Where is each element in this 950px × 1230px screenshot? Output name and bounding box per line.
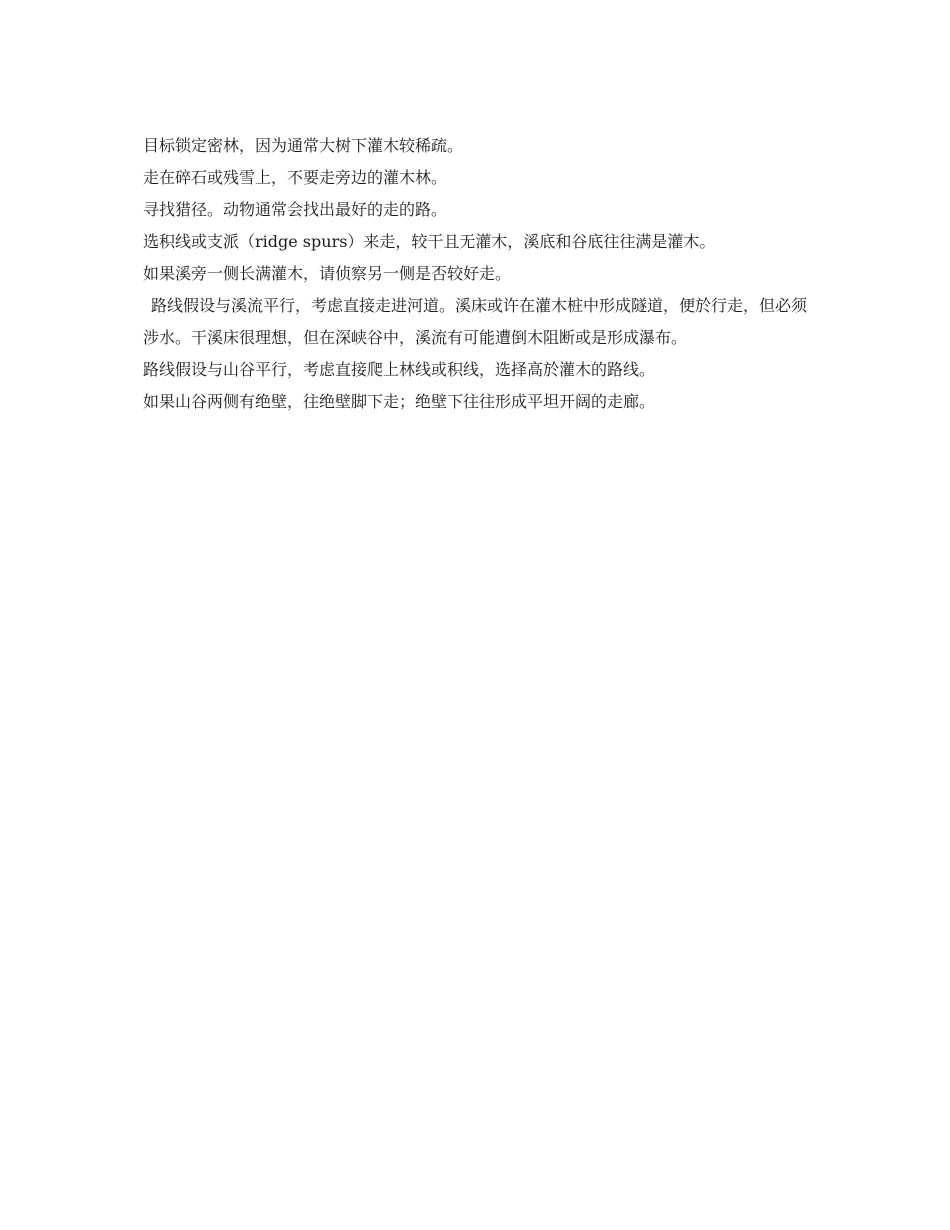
paragraph-2: 走在碎石或残雪上，不要走旁边的灌木林。 [143, 168, 448, 187]
paragraph-1: 目标锁定密林，因为通常大树下灌木较稀疏。 [143, 136, 464, 155]
paragraph-8: 如果山谷两侧有绝壁，往绝壁脚下走；绝壁下往往形成平坦开阔的走廊。 [143, 392, 656, 411]
paragraph-7: 路线假设与山谷平行，考虑直接爬上林线或积线，选择高於灌木的路线。 [143, 360, 656, 379]
paragraph-4: 选积线或支派（ridge spurs）来走，较干且无灌木，溪底和谷底往往满是灌木。 [143, 232, 716, 251]
paragraph-3: 寻找猎径。动物通常会找出最好的走的路。 [143, 200, 448, 219]
document-body [143, 130, 813, 418]
paragraph-5: 如果溪旁一侧长满灌木，请侦察另一侧是否较好走。 [143, 264, 512, 283]
paragraph-6: 路线假设与溪流平行，考虑直接走进河道。溪床或许在灌木桩中形成隧道，便於行走，但必须涉水。干溪床很理想，但在深峡谷中，溪流有可能遭倒木阻断或是形成瀑布。 [143, 296, 808, 347]
